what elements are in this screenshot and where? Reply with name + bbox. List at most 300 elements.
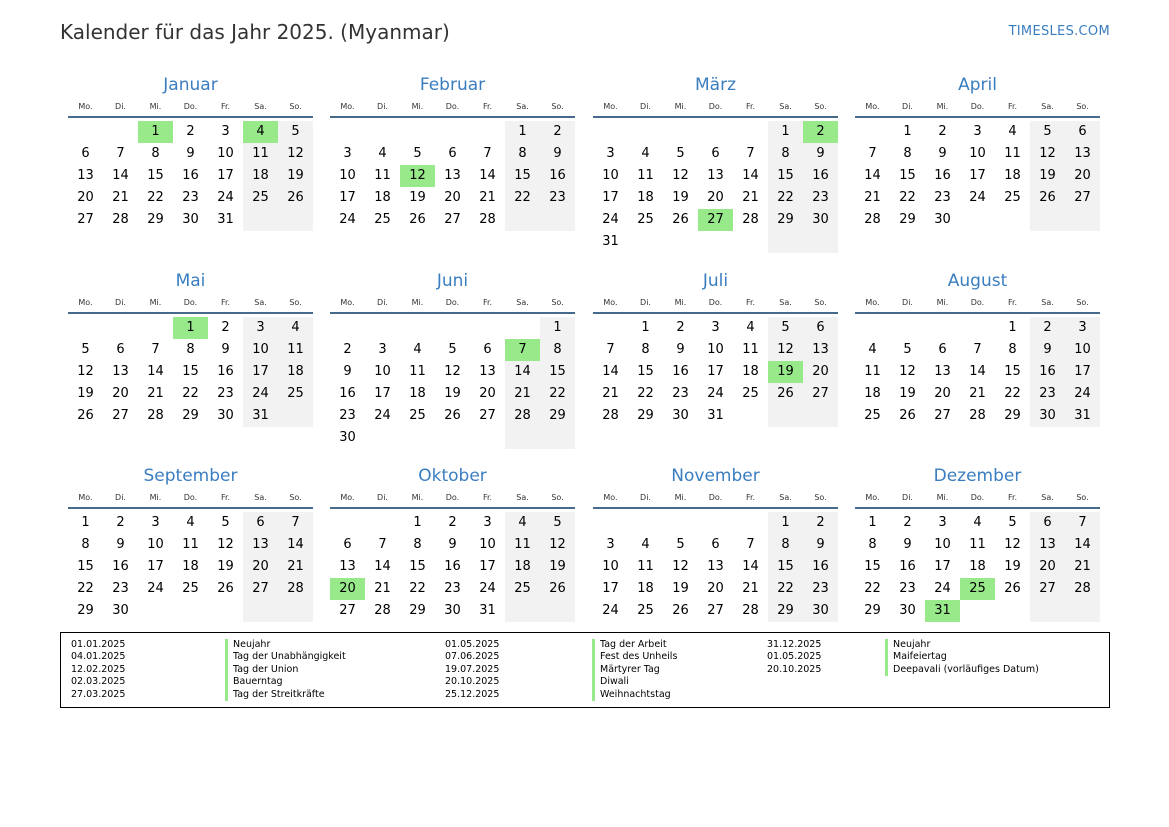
- day-cell: 12: [1030, 143, 1065, 165]
- day-cell: 16: [672, 364, 689, 379]
- day-cell: 16: [339, 386, 356, 401]
- weekday-header: [330, 100, 575, 118]
- day-cell: 9: [540, 143, 575, 165]
- empty-cell: [365, 427, 400, 449]
- empty-cell: [208, 600, 243, 622]
- day-cell: 11: [637, 559, 654, 574]
- weekday-header: [68, 296, 313, 314]
- day-cell: 20: [803, 361, 838, 383]
- day-cell: 25: [182, 581, 199, 596]
- day-cell: 17: [602, 190, 619, 205]
- day-cell: 5: [221, 515, 230, 530]
- day-cell: 29: [540, 405, 575, 427]
- day-cell: 9: [903, 537, 912, 552]
- legend-holiday-name: Maifeiertag: [885, 651, 1039, 663]
- weekday-label: Di.: [377, 298, 388, 307]
- day-cell: 17: [217, 168, 234, 183]
- day-cell: 17: [147, 559, 164, 574]
- day-cell: 28: [864, 212, 881, 227]
- day-cell: 22: [637, 386, 654, 401]
- weekday-label: Sa.: [516, 102, 529, 111]
- empty-cell: [365, 317, 400, 339]
- weekday-label: Mo.: [340, 493, 355, 502]
- day-cell: 13: [479, 364, 496, 379]
- day-cell: 11: [374, 168, 391, 183]
- weekday-label: Mo.: [865, 493, 880, 502]
- empty-cell: [278, 209, 313, 231]
- day-cell: 24: [479, 581, 496, 596]
- day-cell: 28: [742, 603, 759, 618]
- week-row: [593, 143, 838, 165]
- day-cell: 17: [339, 190, 356, 205]
- legend-holiday-name: Tag der Arbeit: [592, 639, 677, 651]
- days-grid: [68, 317, 313, 427]
- weekday-label: So.: [1076, 102, 1089, 111]
- weekday-label: Sa.: [516, 493, 529, 502]
- day-cell: 8: [641, 342, 650, 357]
- day-cell: 31: [217, 212, 234, 227]
- day-cell: 29: [864, 603, 881, 618]
- day-cell: 8: [81, 537, 90, 552]
- day-cell: 8: [540, 339, 575, 361]
- day-cell: 7: [378, 537, 387, 552]
- day-cell: 3: [151, 515, 160, 530]
- day-cell: 22: [147, 190, 164, 205]
- day-cell: 23: [339, 408, 356, 423]
- legend-date: 01.05.2025: [445, 639, 500, 650]
- day-cell: 12: [768, 339, 803, 361]
- legend-date: 31.12.2025: [767, 639, 822, 650]
- day-cell: 3: [343, 146, 352, 161]
- weekday-label: Di.: [902, 298, 913, 307]
- weekday-header: [330, 296, 575, 314]
- day-cell: 27: [707, 603, 724, 618]
- day-cell: 30: [899, 603, 916, 618]
- day-cell: 28: [505, 405, 540, 427]
- month-name: August: [947, 271, 1008, 291]
- day-cell: 17: [969, 168, 986, 183]
- week-row: [593, 383, 838, 405]
- day-cell: 16: [899, 559, 916, 574]
- weekday-label: Do.: [708, 102, 723, 111]
- week-row: [330, 143, 575, 165]
- weekday-label: Do.: [183, 493, 198, 502]
- day-cell: 2: [676, 320, 685, 335]
- day-cell: 12: [400, 165, 435, 187]
- day-cell: 22: [182, 386, 199, 401]
- day-cell: 26: [768, 383, 803, 405]
- weekday-header: [855, 491, 1100, 509]
- day-cell: 30: [444, 603, 461, 618]
- empty-cell: [243, 209, 278, 231]
- day-cell: 28: [278, 578, 313, 600]
- weekday-label: Di.: [377, 102, 388, 111]
- day-cell: 27: [479, 408, 496, 423]
- day-cell: 3: [378, 342, 387, 357]
- month-name: Dezember: [933, 466, 1022, 486]
- empty-cell: [803, 405, 838, 427]
- day-cell: 20: [1030, 556, 1065, 578]
- weekday-label: Di.: [115, 493, 126, 502]
- empty-cell: [995, 600, 1030, 622]
- day-cell: 3: [973, 124, 982, 139]
- day-cell: 22: [409, 581, 426, 596]
- day-cell: 20: [1065, 165, 1100, 187]
- day-cell: 19: [77, 386, 94, 401]
- month-mai: [68, 270, 313, 427]
- day-cell: 30: [672, 408, 689, 423]
- day-cell: 25: [960, 578, 995, 600]
- week-row: [330, 534, 575, 556]
- day-cell: 13: [707, 559, 724, 574]
- weekday-header: [593, 296, 838, 314]
- day-cell: 20: [707, 581, 724, 596]
- legend-date: 20.10.2025: [445, 676, 500, 688]
- day-cell: 10: [479, 537, 496, 552]
- empty-cell: [68, 121, 103, 143]
- day-cell: 8: [768, 534, 803, 556]
- day-cell: 14: [742, 168, 759, 183]
- day-cell: 2: [116, 515, 125, 530]
- day-cell: 4: [186, 515, 195, 530]
- week-row: [330, 427, 575, 449]
- weekday-header: [593, 100, 838, 118]
- day-cell: 7: [483, 146, 492, 161]
- day-cell: 24: [243, 383, 278, 405]
- day-cell: 23: [444, 581, 461, 596]
- month-oktober: [330, 465, 575, 622]
- day-cell: 9: [343, 364, 352, 379]
- days-grid: [68, 121, 313, 231]
- day-cell: 11: [278, 339, 313, 361]
- day-cell: 15: [540, 361, 575, 383]
- day-cell: 27: [444, 212, 461, 227]
- day-cell: 7: [606, 342, 615, 357]
- day-cell: 22: [768, 187, 803, 209]
- day-cell: 17: [479, 559, 496, 574]
- day-cell: 4: [378, 146, 387, 161]
- week-row: [68, 187, 313, 209]
- week-row: [593, 231, 838, 253]
- day-cell: 24: [339, 212, 356, 227]
- day-cell: 14: [374, 559, 391, 574]
- week-row: [855, 600, 1100, 622]
- day-cell: 29: [182, 408, 199, 423]
- site-link[interactable]: TIMESLES.COM: [1008, 24, 1110, 39]
- weekday-label: Do.: [183, 102, 198, 111]
- day-cell: 14: [479, 168, 496, 183]
- day-cell: 5: [448, 342, 457, 357]
- day-cell: 19: [217, 559, 234, 574]
- week-row: [330, 405, 575, 427]
- day-cell: 17: [374, 386, 391, 401]
- day-cell: 6: [1065, 121, 1100, 143]
- day-cell: 23: [803, 187, 838, 209]
- day-cell: 14: [278, 534, 313, 556]
- day-cell: 28: [742, 212, 759, 227]
- day-cell: 4: [1008, 124, 1017, 139]
- week-row: [855, 556, 1100, 578]
- empty-cell: [243, 600, 278, 622]
- empty-cell: [278, 405, 313, 427]
- day-cell: 29: [77, 603, 94, 618]
- empty-cell: [698, 231, 733, 253]
- weekday-label: So.: [289, 298, 302, 307]
- day-cell: 11: [864, 364, 881, 379]
- week-row: [855, 121, 1100, 143]
- day-cell: 10: [969, 146, 986, 161]
- day-cell: 21: [278, 556, 313, 578]
- empty-cell: [803, 231, 838, 253]
- week-row: [855, 187, 1100, 209]
- week-row: [68, 361, 313, 383]
- month-name: November: [671, 466, 760, 486]
- weekday-label: Mi.: [936, 298, 949, 307]
- day-cell: 21: [742, 581, 759, 596]
- day-cell: 19: [409, 190, 426, 205]
- day-cell: 21: [147, 386, 164, 401]
- day-cell: 10: [602, 168, 619, 183]
- empty-cell: [960, 600, 995, 622]
- weekday-label: Do.: [708, 493, 723, 502]
- day-cell: 16: [540, 165, 575, 187]
- day-cell: 22: [540, 383, 575, 405]
- weekday-header: [855, 296, 1100, 314]
- day-cell: 15: [505, 165, 540, 187]
- weekday-label: Di.: [115, 102, 126, 111]
- day-cell: 20: [707, 190, 724, 205]
- day-cell: 20: [243, 556, 278, 578]
- weekday-label: Mo.: [865, 298, 880, 307]
- day-cell: 3: [938, 515, 947, 530]
- empty-cell: [768, 231, 803, 253]
- day-cell: 16: [217, 364, 234, 379]
- day-cell: 3: [243, 317, 278, 339]
- empty-cell: [400, 121, 435, 143]
- day-cell: 15: [1004, 364, 1021, 379]
- weekday-label: Fr.: [745, 102, 756, 111]
- days-grid: [330, 121, 575, 231]
- week-row: [593, 556, 838, 578]
- day-cell: 27: [339, 603, 356, 618]
- day-cell: 23: [112, 581, 129, 596]
- day-cell: 15: [637, 364, 654, 379]
- day-cell: 10: [707, 342, 724, 357]
- legend-holiday-name: Bauerntag: [225, 676, 346, 688]
- day-cell: 2: [903, 515, 912, 530]
- day-cell: 10: [1065, 339, 1100, 361]
- day-cell: 2: [343, 342, 352, 357]
- day-cell: 22: [864, 581, 881, 596]
- day-cell: 1: [768, 512, 803, 534]
- month-märz: [593, 74, 838, 253]
- week-row: [593, 600, 838, 622]
- day-cell: 18: [742, 364, 759, 379]
- week-row: [68, 405, 313, 427]
- weekday-label: Fr.: [482, 102, 493, 111]
- week-row: [593, 578, 838, 600]
- day-cell: 24: [707, 386, 724, 401]
- days-grid: [855, 317, 1100, 427]
- days-grid: [593, 512, 838, 622]
- day-cell: 22: [768, 578, 803, 600]
- day-cell: 2: [1030, 317, 1065, 339]
- empty-cell: [435, 317, 470, 339]
- month-name: Mai: [175, 271, 206, 291]
- day-cell: 26: [217, 581, 234, 596]
- day-cell: 31: [243, 405, 278, 427]
- month-dezember: [855, 465, 1100, 622]
- weekday-label: Mi.: [149, 493, 162, 502]
- weekday-label: Mo.: [78, 493, 93, 502]
- week-row: [593, 405, 838, 427]
- empty-cell: [470, 427, 505, 449]
- day-cell: 4: [243, 121, 278, 143]
- day-cell: 6: [116, 342, 125, 357]
- legend-date: 12.02.2025: [71, 663, 126, 675]
- day-cell: 18: [505, 556, 540, 578]
- weekday-label: Di.: [902, 493, 913, 502]
- day-cell: 14: [147, 364, 164, 379]
- month-juni: [330, 270, 575, 449]
- legend-date: 19.07.2025: [445, 663, 500, 675]
- day-cell: 21: [969, 386, 986, 401]
- day-cell: 23: [1030, 383, 1065, 405]
- day-cell: 6: [711, 146, 720, 161]
- day-cell: 18: [637, 581, 654, 596]
- week-row: [855, 165, 1100, 187]
- day-cell: 14: [1065, 534, 1100, 556]
- day-cell: 31: [925, 600, 960, 622]
- legend-holiday-name: Tag der Unabhängigkeit: [225, 651, 346, 663]
- day-cell: 7: [746, 537, 755, 552]
- empty-cell: [663, 231, 698, 253]
- day-cell: 16: [112, 559, 129, 574]
- day-cell: 25: [374, 212, 391, 227]
- empty-cell: [1030, 209, 1065, 231]
- weekday-label: Sa.: [1041, 493, 1054, 502]
- weekday-header: [593, 491, 838, 509]
- week-row: [855, 339, 1100, 361]
- week-row: [330, 578, 575, 600]
- week-row: [855, 534, 1100, 556]
- day-cell: 23: [899, 581, 916, 596]
- legend-holiday-name: Märtyrer Tag: [592, 664, 677, 676]
- day-cell: 30: [803, 209, 838, 231]
- day-cell: 10: [374, 364, 391, 379]
- weekday-label: So.: [551, 493, 564, 502]
- weekday-label: Fr.: [220, 298, 231, 307]
- day-cell: 6: [711, 537, 720, 552]
- empty-cell: [733, 405, 768, 427]
- weekday-label: Sa.: [1041, 298, 1054, 307]
- day-cell: 25: [243, 187, 278, 209]
- week-row: [330, 121, 575, 143]
- weekday-label: So.: [1076, 493, 1089, 502]
- day-cell: 6: [803, 317, 838, 339]
- day-cell: 27: [1030, 578, 1065, 600]
- empty-cell: [1065, 209, 1100, 231]
- day-cell: 29: [899, 212, 916, 227]
- day-cell: 18: [243, 165, 278, 187]
- day-cell: 23: [803, 578, 838, 600]
- day-cell: 7: [973, 342, 982, 357]
- weekday-header: [68, 100, 313, 118]
- legend-date: 25.12.2025: [445, 688, 500, 700]
- empty-cell: [400, 427, 435, 449]
- weekday-label: Sa.: [516, 298, 529, 307]
- week-row: [68, 165, 313, 187]
- day-cell: 24: [969, 190, 986, 205]
- day-cell: 23: [672, 386, 689, 401]
- day-cell: 15: [182, 364, 199, 379]
- day-cell: 30: [112, 603, 129, 618]
- legend-holiday-name: Fest des Unheils: [592, 651, 677, 663]
- day-cell: 14: [505, 361, 540, 383]
- weekday-label: Mi.: [674, 493, 687, 502]
- day-cell: 12: [217, 537, 234, 552]
- empty-cell: [103, 317, 138, 339]
- day-cell: 14: [969, 364, 986, 379]
- weekday-label: Mi.: [411, 493, 424, 502]
- week-row: [68, 339, 313, 361]
- day-cell: 27: [803, 383, 838, 405]
- weekday-label: Do.: [445, 493, 460, 502]
- weekday-label: So.: [551, 102, 564, 111]
- day-cell: 30: [182, 212, 199, 227]
- day-cell: 19: [278, 165, 313, 187]
- day-cell: 24: [374, 408, 391, 423]
- weekday-header: [855, 100, 1100, 118]
- day-cell: 23: [934, 190, 951, 205]
- legend-dates-column: [767, 639, 821, 676]
- day-cell: 3: [606, 146, 615, 161]
- day-cell: 4: [868, 342, 877, 357]
- week-row: [330, 187, 575, 209]
- day-cell: 22: [1004, 386, 1021, 401]
- legend-holiday-name: Tag der Streitkräfte: [225, 689, 346, 701]
- day-cell: 5: [768, 317, 803, 339]
- day-cell: 26: [672, 212, 689, 227]
- empty-cell: [505, 317, 540, 339]
- day-cell: 17: [934, 559, 951, 574]
- day-cell: 21: [479, 190, 496, 205]
- day-cell: 5: [278, 121, 313, 143]
- week-row: [68, 600, 313, 622]
- empty-cell: [663, 512, 698, 534]
- day-cell: 27: [698, 209, 733, 231]
- day-cell: 3: [711, 320, 720, 335]
- day-cell: 13: [707, 168, 724, 183]
- days-grid: [855, 512, 1100, 622]
- day-cell: 13: [112, 364, 129, 379]
- weekday-label: So.: [814, 298, 827, 307]
- day-cell: 28: [1065, 578, 1100, 600]
- day-cell: 7: [116, 146, 125, 161]
- day-cell: 8: [1008, 342, 1017, 357]
- day-cell: 1: [413, 515, 422, 530]
- day-cell: 1: [641, 320, 650, 335]
- day-cell: 13: [934, 364, 951, 379]
- weekday-label: Sa.: [254, 493, 267, 502]
- weekday-label: Mi.: [674, 298, 687, 307]
- month-juli: [593, 270, 838, 427]
- weekday-label: Sa.: [779, 102, 792, 111]
- weekday-label: Mo.: [78, 102, 93, 111]
- weekday-header: [330, 491, 575, 509]
- month-name: Juni: [436, 271, 469, 291]
- week-row: [330, 512, 575, 534]
